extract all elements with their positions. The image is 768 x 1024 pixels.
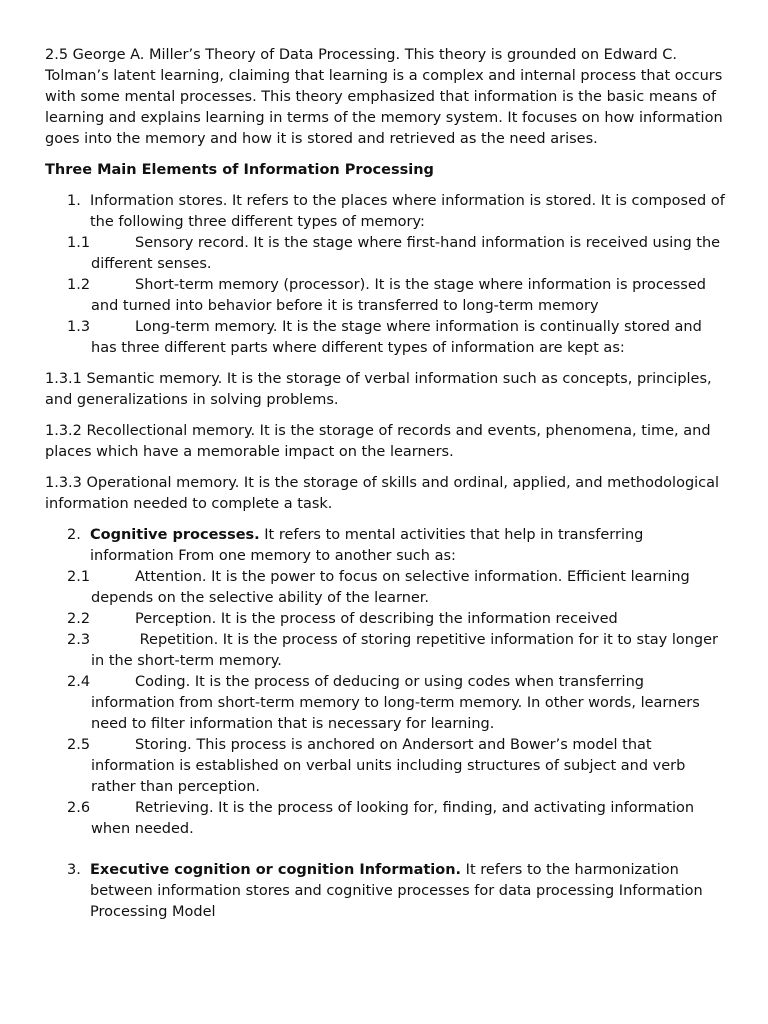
sub-item-number: 1.3 [67, 319, 91, 335]
list-item-text: It refers to the harmonization between information stores and cognitive processes for data processing Information Processing Model [90, 862, 703, 920]
semantic-memory-paragraph: 1.3.1 Semantic memory. It is the storage of verbal information such as concepts, principles, and generalizations in solving problems. [45, 371, 712, 408]
list-number: 1. [67, 193, 81, 209]
sub-item-text: Sensory record. It is the stage where first-hand information is received using the different senses. [91, 235, 721, 272]
sub-item [45, 735, 725, 798]
sub-item [45, 275, 725, 317]
list-number: 2. [67, 527, 81, 543]
list-item-information-stores [45, 191, 725, 359]
sub-item [45, 630, 725, 672]
operational-memory-paragraph: 1.3.3 Operational memory. It is the storage of skills and ordinal, applied, and methodological information needed to complete a task. [45, 475, 720, 512]
sub-item [45, 609, 725, 630]
sub-item-text: Retrieving. It is the process of looking for, finding, and activating information when needed. [91, 800, 695, 837]
list-item-executive-cognition [45, 860, 725, 923]
sub-item [45, 798, 725, 840]
sub-item-text: Coding. It is the process of deducing or using codes when transferring information from short-term memory to long-term memory. In other words, learners need to filter information that is necessary for learning. [91, 674, 700, 732]
sub-item-text: Perception. It is the process of describing the information received [135, 611, 618, 627]
sub-item-number: 2.1 [67, 569, 91, 585]
section-heading: Three Main Elements of Information Processing [45, 162, 434, 178]
sub-item-text: Storing. This process is anchored on Andersort and Bower’s model that information is established on verbal units including structures of subject and verb rather than perception. [91, 737, 686, 795]
sub-item [45, 317, 725, 359]
sub-item-number: 2.5 [67, 737, 91, 753]
list-number: 3. [67, 862, 81, 878]
sub-item-text: Repetition. It is the process of storing repetitive information for it to stay longer in the short-term memory. [91, 632, 719, 669]
list-item-title: Executive cognition or cognition Information. [90, 862, 462, 878]
sub-item-text: Long-term memory. It is the stage where information is continually stored and has three different parts where different types of information are kept as: [91, 319, 702, 356]
sub-item-text: Short-term memory (processor). It is the stage where information is processed and turned into behavior before it is transferred to long-term memory [91, 277, 706, 314]
intro-paragraph: 2.5 George A. Miller’s Theory of Data Processing. This theory is grounded on Edward C. Tolman’s latent learning, claiming that learning is a complex and internal process that occurs with some mental processes. This theory emphasized that information is the basic means of learning and explains learning in terms of the memory system. It focuses on how information goes into the memory and how it is stored and retrieved as the need arises. [45, 47, 723, 147]
document-page [45, 45, 725, 923]
list-item-text: Information stores. It refers to the places where information is stored. It is composed of the following three different types of memory: [90, 193, 725, 230]
sub-item-number: 2.6 [67, 800, 91, 816]
list-item-cognitive-processes [45, 525, 725, 840]
list-item-text: It refers to mental activities that help in transferring information From one memory to another such as: [90, 527, 644, 564]
sub-item-number: 2.3 [67, 632, 91, 648]
sub-item [45, 233, 725, 275]
list-item-title: Cognitive processes. [90, 527, 260, 543]
sub-item-number: 1.1 [67, 235, 91, 251]
sub-item [45, 672, 725, 735]
sub-item [45, 567, 725, 609]
sub-item-number: 1.2 [67, 277, 91, 293]
sub-item-text: Attention. It is the power to focus on selective information. Efficient learning depends on the selective ability of the learner. [91, 569, 690, 606]
recollectional-memory-paragraph: 1.3.2 Recollectional memory. It is the storage of records and events, phenomena, time, and places which have a memorable impact on the learners. [45, 423, 711, 460]
sub-item-number: 2.2 [67, 611, 91, 627]
sub-item-number: 2.4 [67, 674, 91, 690]
